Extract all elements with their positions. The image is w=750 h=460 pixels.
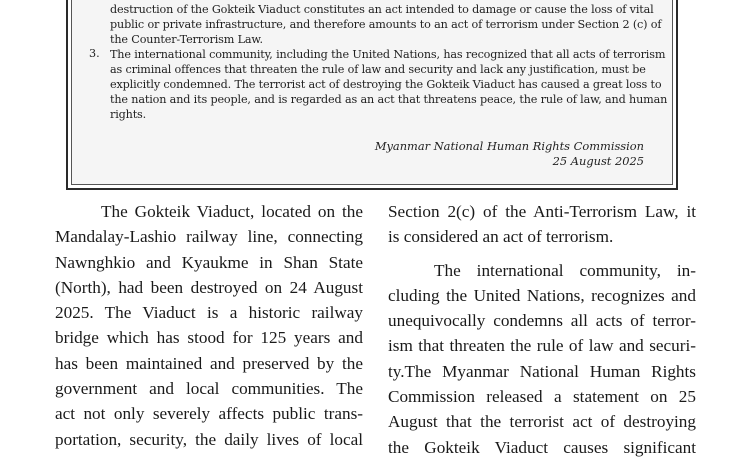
- article-right-column: [388, 199, 696, 460]
- statement-item-2: [110, 2, 661, 47]
- article-line: August that the terrorist act of destroying: [388, 412, 696, 432]
- statement-line: the Counter-Terrorism Law.: [110, 33, 263, 46]
- statement-line: the nation and its people, and is regarded as an act that threatens peace, the rule of law, and human: [110, 93, 668, 106]
- statement-item-number: 3.: [89, 47, 100, 60]
- signature-org: Myanmar National Human Rights Commission: [374, 139, 644, 153]
- statement-box: [66, 0, 678, 190]
- signature-date: 25 August 2025: [552, 154, 644, 168]
- article-line: Section 2(c) of the Anti-Terrorism Law, it: [388, 202, 696, 221]
- statement-panel: [71, 0, 673, 185]
- statement-line: public or private infrastructure, and therefore amounts to an act of terrorism under Section 2 (c) of: [110, 18, 662, 31]
- article-line: The Gokteik Viaduct, located on the: [101, 202, 363, 221]
- article-line: (North), had been destroyed on 24 August: [55, 277, 363, 297]
- article-line: cluding the United Nations, recognizes and: [388, 285, 696, 305]
- article-line: has been maintained and preserved by the: [55, 353, 363, 373]
- article-line: act not only severely affects public trans-: [55, 404, 363, 424]
- statement-item-3: [110, 47, 667, 122]
- statement-line: The international community, including the United Nations, has recognized that all acts of terrorism: [110, 48, 666, 61]
- article-line: Commission released a statement on 25: [388, 387, 696, 407]
- statement-line: as criminal offences that threaten the rule of law and security and lack any justification, must be: [110, 63, 646, 76]
- paragraph-gap: [388, 250, 696, 258]
- article-line: ism that threaten the rule of law and securi-: [388, 336, 696, 356]
- article-left-column: [55, 199, 363, 452]
- statement-line: rights.: [110, 108, 147, 121]
- article-line: the Gokteik Viaduct causes significant: [388, 437, 696, 457]
- article-line: The international community, in-: [434, 260, 696, 280]
- statement-line: destruction of the Gokteik Viaduct constitutes an act intended to damage or cause the loss of vital: [110, 3, 654, 16]
- article-line: is considered an act of terrorism.: [388, 227, 614, 247]
- article-line: government and local communities. The: [55, 379, 363, 399]
- article-line: 2025. The Viaduct is a historic railway: [55, 303, 363, 323]
- article-line: unequivocally condemns all acts of terror-: [388, 311, 696, 331]
- article-line: bridge which has stood for 125 years and: [55, 328, 363, 348]
- article-line: ty.The Myanmar National Human Rights: [388, 361, 696, 381]
- article-line: Nawnghkio and Kyaukme in Shan State: [55, 252, 363, 272]
- article-line: portation, security, the daily lives of local: [55, 429, 363, 449]
- statement-line: explicitly condemned. The terrorist act of destroying the Gokteik Viaduct has caused a great loss to: [110, 78, 662, 91]
- article-line: Mandalay-Lashio railway line, connecting: [55, 227, 363, 247]
